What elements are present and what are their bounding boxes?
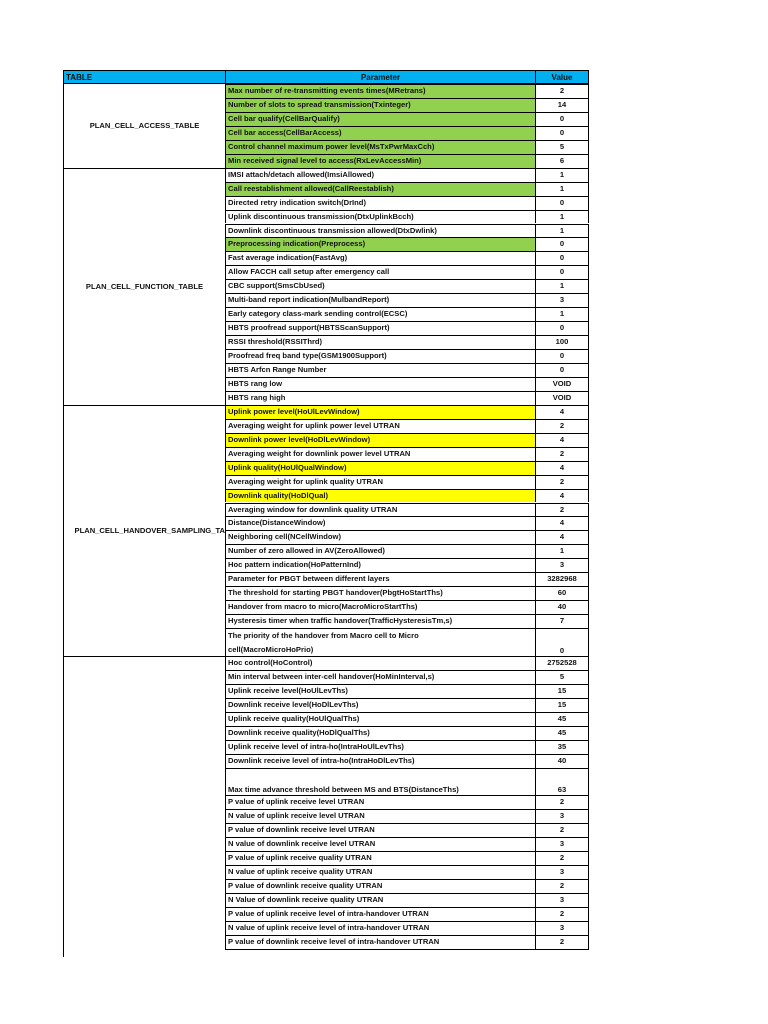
table-row [225,140,589,154]
value-cell: 35 [535,740,589,754]
parameter-text: Averaging window for downlink quality UTRAN [228,504,398,514]
parameter-cell [225,112,535,126]
parameter-cell [225,377,535,391]
parameter-text: Downlink receive level of intra-ho(IntraHoDlLevThs) [228,755,415,765]
parameter-text: P value of uplink receive level of intra-handover UTRAN [228,909,429,919]
table-row [225,628,589,656]
parameter-text: Cell bar qualify(CellBarQualify) [228,113,340,123]
parameter-cell [225,279,535,293]
parameter-text: RSSI threshold(RSSIThrd) [228,337,323,347]
value-cell: 3 [535,558,589,572]
parameter-cell [225,154,535,168]
table-row [225,475,589,489]
parameter-text: Averaging weight for uplink quality UTRAN [228,476,383,486]
parameter-cell [225,224,535,238]
value-cell: 0 [535,251,589,265]
parameter-cell [225,600,535,614]
table-row [225,405,589,419]
parameter-cell [225,307,535,321]
parameter-text: Averaging weight for downlink power level UTRAN [228,448,411,458]
parameter-cell [225,168,535,182]
parameter-cell [225,405,535,419]
parameter-text: Parameter for PBGT between different layers [228,574,390,584]
table-row [225,265,589,279]
table-row [225,503,589,517]
table-row [225,726,589,740]
value-cell: 1 [535,168,589,182]
table-row [225,112,589,126]
value-cell: 7 [535,614,589,628]
value-cell: VOID [535,391,589,405]
parameter-text: Handover from macro to micro(MacroMicroStartThs) [228,602,418,612]
table-row [225,279,589,293]
table-row [225,600,589,614]
parameter-cell [225,349,535,363]
table-row [225,851,589,865]
parameter-cell [225,740,535,754]
parameter-cell [225,851,535,865]
parameter-cell [225,684,535,698]
value-cell: 4 [535,405,589,419]
value-cell: 4 [535,433,589,447]
parameter-text: P value of uplink receive quality UTRAN [228,853,372,863]
parameter-text: N value of uplink receive level UTRAN [228,811,365,821]
value-cell: 1 [535,279,589,293]
table-name-text: PLAN_CELL_HANDOVER_SAMPLING_TA [74,526,225,536]
parameter-cell [225,572,535,586]
parameter-cell [225,768,535,796]
parameter-cell [225,712,535,726]
table-row [225,921,589,935]
table-row [225,251,589,265]
parameter-cell [225,293,535,307]
table-row [225,363,589,377]
parameter-cell [225,182,535,196]
value-cell: 1 [535,544,589,558]
parameter-cell [225,237,535,251]
parameter-text: Downlink discontinuous transmission allowed(DtxDwlink) [228,225,437,235]
value-cell: 4 [535,516,589,530]
table-row [225,893,589,907]
value-cell: 0 [535,363,589,377]
parameter-cell [225,726,535,740]
table-row [225,224,589,238]
table-row [225,740,589,754]
parameter-text: P value of downlink receive level of intra-handover UTRAN [228,936,440,946]
table-name-cell [63,168,225,405]
parameter-cell [225,698,535,712]
value-cell: 1 [535,182,589,196]
header-parameter: Parameter [225,70,535,84]
value-cell: 2 [535,447,589,461]
parameter-text: Number of zero allowed in AV(ZeroAllowed) [228,546,385,556]
table-row [225,572,589,586]
parameter-text: Distance(DistanceWindow) [228,518,326,528]
parameter-text: Min interval between inter-cell handover(HoMinInterval,s) [228,671,435,681]
parameter-text: Downlink receive quality(HoDlQualThs) [228,727,370,737]
table-row [225,210,589,224]
parameter-cell [225,84,535,98]
parameter-text: P value of downlink receive quality UTRAN [228,881,383,891]
parameter-text: Allow FACCH call setup after emergency call [228,267,390,277]
header-table: TABLE [63,70,225,84]
parameter-cell [225,893,535,907]
value-cell: 2 [535,475,589,489]
parameter-cell [225,126,535,140]
value-cell: 63 [535,768,589,796]
value-cell: 3282968 [535,572,589,586]
value-cell: 100 [535,335,589,349]
value-cell: 2 [535,879,589,893]
value-cell: 5 [535,670,589,684]
parameter-text: Number of slots to spread transmission(Txinteger) [228,99,411,109]
table-row [225,168,589,182]
value-cell: 0 [535,321,589,335]
parameter-cell [225,586,535,600]
table-row [225,154,589,168]
value-cell: 3 [535,921,589,935]
parameter-text: Proofread freq band type(GSM1900Support) [228,351,387,361]
value-cell: 1 [535,224,589,238]
parameter-text: HBTS rang high [228,392,286,402]
parameter-cell [225,321,535,335]
parameter-cell [225,98,535,112]
table-row [225,544,589,558]
table-row [225,433,589,447]
parameter-text: Hoc control(HoControl) [228,657,313,667]
table-row [225,935,589,949]
table-row [225,419,589,433]
table-row [225,98,589,112]
table-row [225,907,589,921]
table-row [225,795,589,809]
parameter-text: The priority of the handover from Macro cell to Micro [228,631,419,641]
table-row [225,879,589,893]
value-cell: 40 [535,754,589,768]
value-cell: 2 [535,795,589,809]
parameter-cell [225,879,535,893]
parameter-text: Neighboring cell(NCellWindow) [228,532,341,542]
parameter-cell [225,656,535,670]
parameter-cell [225,419,535,433]
parameter-text: Uplink receive quality(HoUlQualThs) [228,713,360,723]
parameter-cell [225,670,535,684]
table-row [225,293,589,307]
value-cell: 2 [535,907,589,921]
parameter-cell [225,809,535,823]
table-row [225,768,589,796]
parameter-cell [225,140,535,154]
table-row [225,516,589,530]
value-cell: 2752528 [535,656,589,670]
parameter-cell [225,447,535,461]
parameter-cell [225,363,535,377]
value-cell: 40 [535,600,589,614]
table-row [225,377,589,391]
value-cell: 2 [535,935,589,949]
table-row [225,670,589,684]
value-cell: 6 [535,154,589,168]
value-cell: 2 [535,503,589,517]
value-cell: 14 [535,98,589,112]
value-cell: 0 [535,349,589,363]
parameter-text: The threshold for starting PBGT handover(PbgtHoStartThs) [228,588,443,598]
value-cell: 15 [535,698,589,712]
value-cell: 3 [535,293,589,307]
value-cell: VOID [535,377,589,391]
value-cell: 0 [535,112,589,126]
parameter-text: Multi-band report indication(MulbandReport) [228,295,390,305]
table-row [225,307,589,321]
parameter-text: Hysteresis timer when traffic handover(TrafficHysteresisTm,s) [228,616,453,626]
value-cell: 0 [535,126,589,140]
parameter-cell [225,489,535,503]
parameter-cell [225,251,535,265]
parameter-text: Fast average indication(FastAvg) [228,253,348,263]
parameter-cell [225,335,535,349]
table-row [225,809,589,823]
parameter-cell [225,628,535,656]
parameter-text: Control channel maximum power level(MsTxPwrMaxCch) [228,141,435,151]
parameter-cell [225,558,535,572]
table-row [225,84,589,98]
value-cell: 5 [535,140,589,154]
parameter-cell [225,935,535,949]
value-cell: 3 [535,837,589,851]
table-row [225,754,589,768]
parameter-cell [225,210,535,224]
table-row [225,335,589,349]
parameter-text: Uplink power level(HoUlLevWindow) [228,406,360,416]
table-row [225,712,589,726]
parameter-text: CBC support(SmsCbUsed) [228,281,325,291]
table-row [225,349,589,363]
parameter-text: Cell bar access(CellBarAccess) [228,127,342,137]
parameter-text: Uplink quality(HoUlQualWindow) [228,462,347,472]
table-row [225,586,589,600]
parameter-text: IMSI attach/detach allowed(ImsiAllowed) [228,169,374,179]
value-cell: 45 [535,712,589,726]
table-row [225,865,589,879]
table-row [225,823,589,837]
table-row [225,530,589,544]
parameter-cell [225,907,535,921]
value-cell: 4 [535,461,589,475]
parameter-cell [225,823,535,837]
parameter-cell [225,530,535,544]
value-cell: 2 [535,419,589,433]
parameter-text: Min received signal level to access(RxLevAccessMin) [228,155,422,165]
parameter-text: Max time advance threshold between MS and BTS(DistanceThs) [228,785,459,795]
table-row [225,391,589,405]
table-name-text: PLAN_CELL_FUNCTION_TABLE [85,282,204,292]
value-cell: 2 [535,851,589,865]
table-row [225,182,589,196]
table-row [225,614,589,628]
parameter-text: P value of downlink receive level UTRAN [228,825,375,835]
parameter-text: Downlink receive level(HoDlLevThs) [228,699,359,709]
parameter-cell [225,461,535,475]
parameter-text: Downlink power level(HoDlLevWindow) [228,434,371,444]
value-cell: 45 [535,726,589,740]
table-row [225,461,589,475]
parameter-text: Directed retry indication switch(DrInd) [228,197,366,207]
value-cell: 4 [535,530,589,544]
table-row [225,489,589,503]
parameter-cell [225,475,535,489]
table-bottom-border [225,949,589,950]
value-cell: 0 [535,196,589,210]
table-row [225,656,589,670]
parameter-cell [225,196,535,210]
table-row [225,837,589,851]
value-cell: 0 [535,265,589,279]
parameter-cell [225,544,535,558]
parameter-text: HBTS proofread support(HBTSScanSupport) [228,323,390,333]
parameter-text: P value of uplink receive level UTRAN [228,797,365,807]
parameter-text: HBTS Arfcn Range Number [228,365,327,374]
parameter-text: N value of uplink receive level of intra-handover UTRAN [228,923,430,932]
header-value: Value [535,70,589,84]
parameter-cell [225,391,535,405]
value-cell: 60 [535,586,589,600]
parameter-text-line2: cell(MacroMicroHoPrio) [228,645,314,654]
table-row [225,237,589,251]
table-row [225,126,589,140]
table-row [225,698,589,712]
table-row [225,558,589,572]
table-name-text: PLAN_CELL_ACCESS_TABLE [89,121,200,131]
table-row [225,447,589,461]
parameter-text: Uplink receive level of intra-ho(IntraHoUlLevThs) [228,741,404,751]
parameter-text: Averaging weight for uplink power level UTRAN [228,420,400,430]
parameter-text: Max number of re-transmitting events times(MRetrans) [228,86,426,95]
parameter-text: N value of downlink receive level UTRAN [228,839,376,849]
parameter-text: HBTS rang low [228,378,283,388]
table-row [225,321,589,335]
parameter-text: Hoc pattern indication(HoPatternInd) [228,560,361,570]
value-cell: 0 [535,628,589,656]
table-name-cell [63,656,225,957]
table-name-cell [63,405,225,656]
value-cell: 4 [535,489,589,503]
value-cell: 3 [535,809,589,823]
parameter-cell [225,795,535,809]
parameter-text: Preprocessing indication(Preprocess) [228,239,366,249]
table-row [225,196,589,210]
parameter-text: Uplink discontinuous transmission(DtxUplinkBcch) [228,211,414,221]
value-cell: 1 [535,210,589,224]
value-cell: 2 [535,84,589,98]
value-cell: 3 [535,865,589,879]
parameter-cell [225,265,535,279]
parameter-text: Uplink receive level(HoUlLevThs) [228,685,348,695]
parameter-cell [225,921,535,935]
parameter-cell [225,516,535,530]
parameter-text: N value of uplink receive quality UTRAN [228,867,373,877]
value-cell: 0 [535,237,589,251]
parameter-cell [225,614,535,628]
parameter-cell [225,865,535,879]
value-cell: 15 [535,684,589,698]
parameter-cell [225,503,535,517]
parameter-text: Early category class-mark sending control(ECSC) [228,309,408,319]
value-cell: 2 [535,823,589,837]
parameter-cell [225,754,535,768]
value-cell: 3 [535,893,589,907]
parameter-cell [225,837,535,851]
parameter-text: Downlink quality(HoDlQual) [228,490,328,500]
parameter-cell [225,433,535,447]
table-row [225,684,589,698]
parameter-text: N Value of downlink receive quality UTRAN [228,895,384,905]
parameter-text: Call reestablishment allowed(CallReestablish) [228,183,394,193]
value-cell: 1 [535,307,589,321]
table-name-cell [63,84,225,168]
